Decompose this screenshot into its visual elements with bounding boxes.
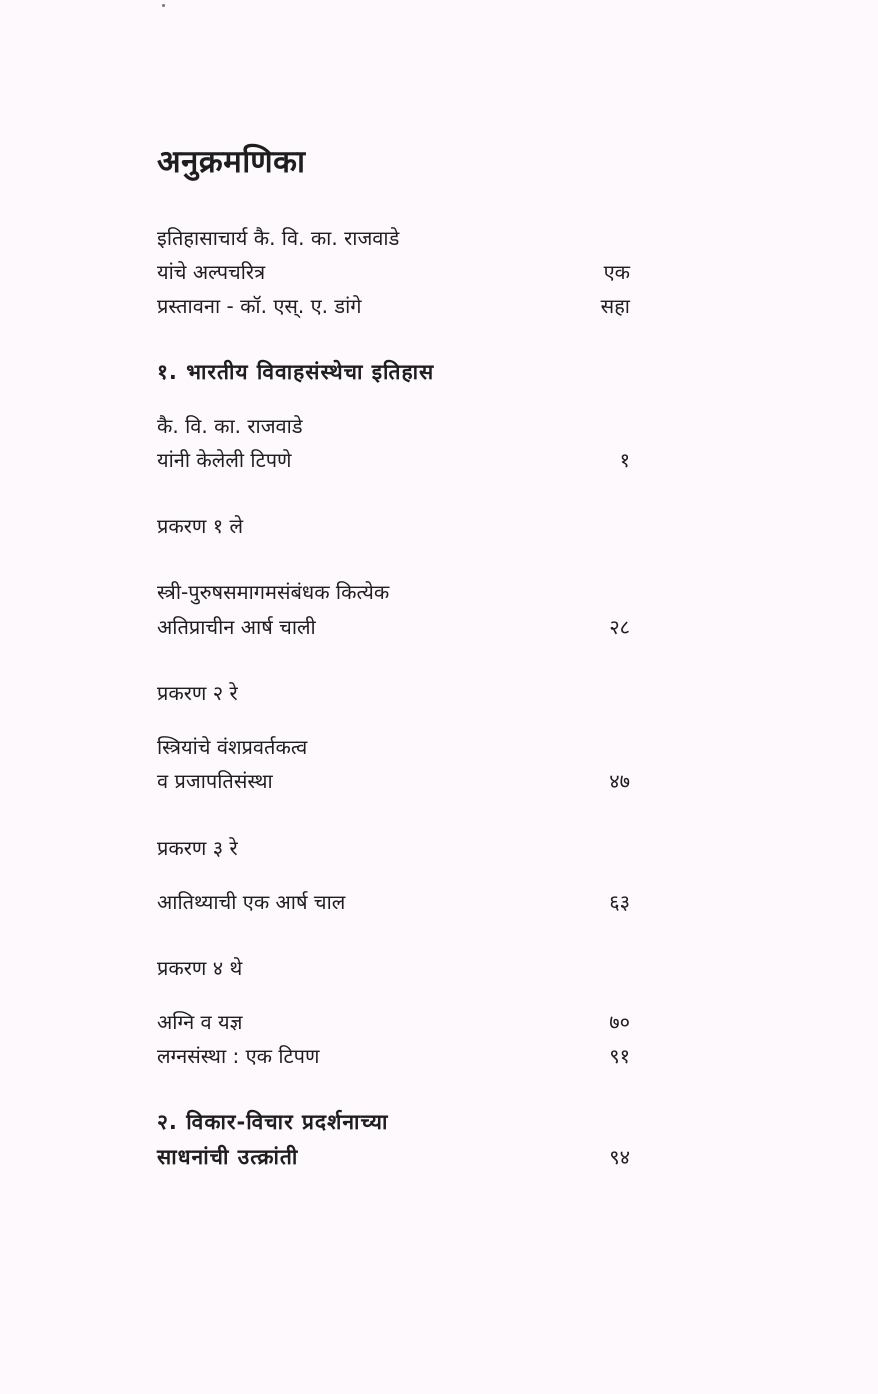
chapter1-title-line-1: स्त्री-पुरुषसमागमसंबंधक कित्येक [157, 580, 390, 604]
page-title: अनुक्रमणिका [157, 144, 306, 180]
part2-title-line-1: २. विकार-विचार प्रदर्शनाच्या [157, 1110, 389, 1134]
chapter2-title-line-2: व प्रजापतिसंस्था [157, 769, 273, 793]
chapter1-label: प्रकरण १ ले [157, 514, 244, 538]
part1-notes-line-1: कै. वि. का. राजवाडे [157, 414, 303, 438]
intro-biography-page: एक [603, 260, 630, 284]
chapter2-title-line-1: स्त्रियांचे वंशप्रवर्तकत्व [157, 735, 308, 759]
part1-notes-line-2: यांनी केलेली टिपणे [157, 448, 292, 472]
part2-page: ९४ [609, 1145, 630, 1169]
chapter3-title: आतिथ्याची एक आर्ष चाल [157, 890, 346, 914]
part2-title-line-2: साधनांची उत्क्रांती [157, 1145, 299, 1169]
intro-line-biography-1: इतिहासाचार्य कै. वि. का. राजवाडे [157, 226, 400, 250]
chapter3-page: ६३ [609, 890, 630, 914]
part1-notes-page: १ [619, 448, 630, 472]
chapter1-title-line-2: अतिप्राचीन आर्ष चाली [157, 615, 316, 639]
chapter2-label: प्रकरण २ रे [157, 681, 238, 705]
part1-title: १. भारतीय विवाहसंस्थेचा इतिहास [157, 360, 435, 384]
chapter4-page-1: ७० [609, 1010, 630, 1034]
chapter2-page: ४७ [609, 769, 630, 793]
chapter4-page-2: ९१ [609, 1044, 630, 1068]
chapter4-label: प्रकरण ४ थे [157, 956, 243, 980]
page-speck [162, 4, 165, 7]
intro-preface-page: सहा [600, 294, 630, 318]
chapter1-page: २८ [609, 615, 630, 639]
intro-line-biography-2: यांचे अल्पचरित्र [157, 260, 266, 284]
chapter4-title-line-1: अग्नि व यज्ञ [157, 1010, 243, 1034]
chapter3-label: प्रकरण ३ रे [157, 836, 238, 860]
intro-line-preface: प्रस्तावना - कॉ. एस्. ए. डांगे [157, 294, 362, 318]
chapter4-title-line-2: लग्नसंस्था : एक टिपण [157, 1044, 320, 1068]
